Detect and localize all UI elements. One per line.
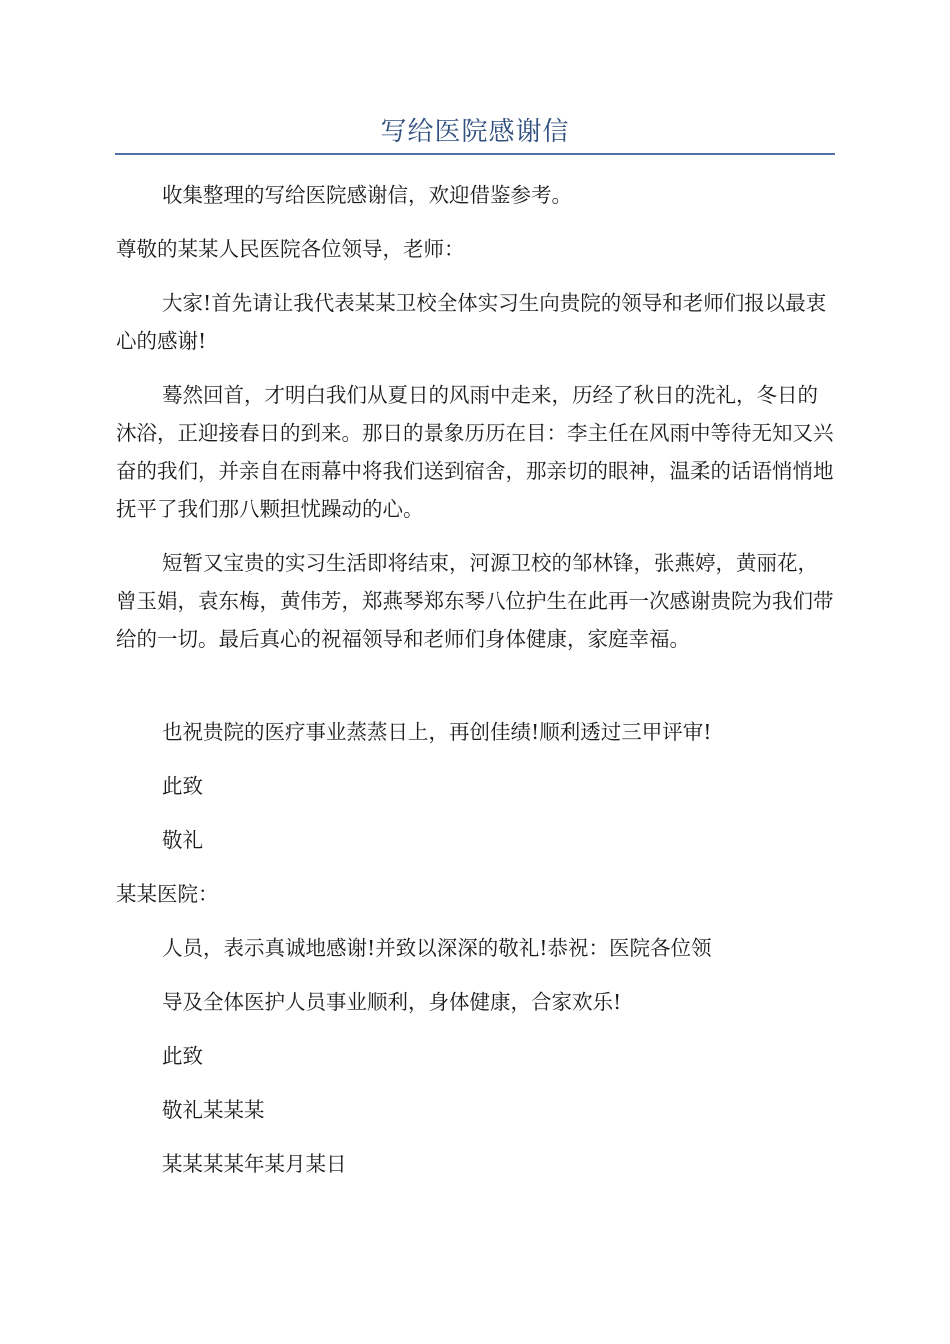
body-paragraph-3: 短暂又宝贵的实习生活即将结束，河源卫校的邹林锋，张燕婷，黄丽花，曾玉娟，袁东梅，黄伟芳，郑燕琴郑东琴八位护生在此再一次感谢贵院为我们带给的一切。最后真心的祝福领导和老师们身体健康，家庭幸福。 — [116, 551, 834, 651]
closing-ci-zhi-2: 此致 — [162, 1044, 203, 1068]
title-underline — [115, 153, 835, 155]
closing-ci-zhi: 此致 — [162, 774, 203, 798]
second-salutation: 某某医院： — [116, 882, 219, 906]
second-line-1: 人员，表示真诚地感谢!并致以深深的敬礼!恭祝：医院各位领 — [162, 936, 712, 960]
body-paragraph-4: 也祝贵院的医疗事业蒸蒸日上，再创佳绩!顺利透过三甲评审! — [162, 720, 712, 744]
document-title: 写给医院感谢信 — [380, 117, 570, 147]
body-paragraph-1: 大家!首先请让我代表某某卫校全体实习生向贵院的领导和老师们报以最衷心的感谢! — [116, 291, 827, 353]
closing-signature: 敬礼某某某 — [162, 1098, 265, 1122]
second-line-2: 导及全体医护人员事业顺利，身体健康，合家欢乐! — [162, 990, 622, 1014]
intro-paragraph: 收集整理的写给医院感谢信，欢迎借鉴参考。 — [162, 183, 572, 207]
closing-jing-li: 敬礼 — [162, 828, 203, 852]
date-line: 某某某某年某月某日 — [162, 1152, 347, 1176]
salutation: 尊敬的某某人民医院各位领导，老师： — [116, 237, 465, 261]
body-paragraph-2: 蓦然回首，才明白我们从夏日的风雨中走来，历经了秋日的洗礼，冬日的沐浴，正迎接春日的到来。那日的景象历历在目：李主任在风雨中等待无知又兴奋的我们，并亲自在雨幕中将我们送到宿舍，那亲切的眼神，温柔的话语悄悄地抚平了我们那八颗担忧躁动的心。 — [116, 383, 834, 521]
